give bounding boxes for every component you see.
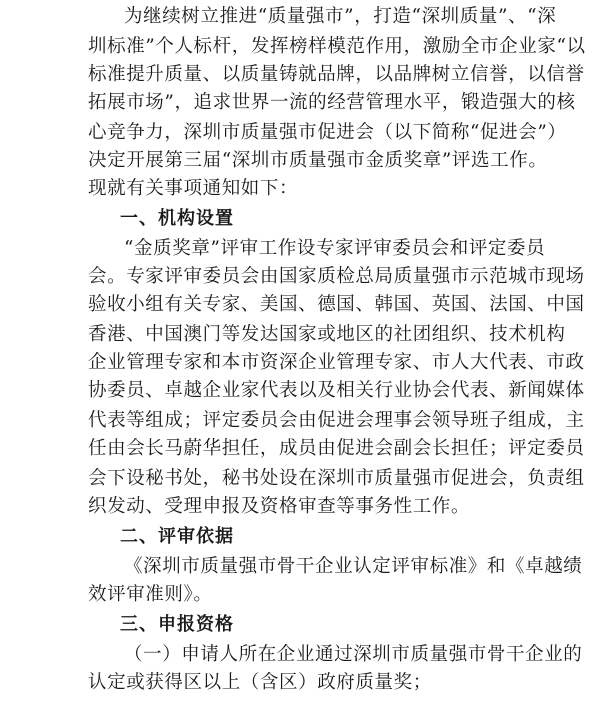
section1-line-6: 协委员、卓越企业家代表以及相关行业协会代表、新闻媒体 — [88, 380, 585, 401]
intro-line-1: 为继续树立推进“质量强市”，打造“深圳质量”、“深 — [124, 6, 557, 27]
section1-line-9: 会下设秘书处，秘书处设在深圳市质量强市促进会，负责组 — [88, 468, 585, 489]
section1-line-4: 香港、中国澳门等发达国家或地区的社团组织、技术机构 — [88, 324, 566, 345]
section-heading-organization: 一、机构设置 — [120, 208, 234, 229]
section3-line-1: （一）申请人所在企业通过深圳市质量强市骨干企业的 — [124, 644, 583, 665]
section2-line-2: 效评审准则》。 — [88, 584, 213, 605]
section1-line-1: “金质奖章”评审工作设专家评审委员会和评定委员 — [124, 238, 546, 259]
section-heading-eligibility: 三、申报资格 — [120, 614, 234, 635]
section1-line-5: 企业管理专家和本市资深企业管理专家、市人大代表、市政 — [88, 352, 585, 373]
intro-line-4: 拓展市场”，追求世界一流的经营管理水平，锻造强大的核 — [88, 92, 576, 113]
intro-line-3: 标准提升质量、以质量铸就品牌，以品牌树立信誉，以信誉 — [88, 64, 585, 85]
intro-line-7: 现就有关事项通知如下： — [88, 178, 299, 199]
section3-line-2: 认定或获得区以上（含区）政府质量奖； — [88, 672, 432, 693]
section1-line-3: 验收小组有关专家、美国、德国、韩国、英国、法国、中国 — [88, 294, 585, 315]
section2-line-1: 《深圳市质量强市骨干企业认定评审标准》和《卓越绩 — [124, 556, 583, 577]
section1-line-8: 任由会长马蔚华担任，成员由促进会副会长担任；评定委员 — [88, 438, 585, 459]
intro-line-5: 心竞争力，深圳市质量强市促进会（以下简称“促进会”） — [88, 122, 567, 143]
section-heading-basis: 二、评审依据 — [120, 526, 234, 547]
intro-line-2: 圳标准”个人标杆，发挥榜样模范作用，激励全市企业家“以 — [88, 36, 586, 57]
section1-line-7: 代表等组成；评定委员会由促进会理事会领导班子组成，主 — [88, 410, 585, 431]
section1-line-10: 织发动、受理申报及资格审查等事务性工作。 — [88, 496, 471, 517]
intro-line-6: 决定开展第三届“深圳市质量强市金质奖章”评选工作。 — [88, 150, 548, 171]
section1-line-2: 会。专家评审委员会由国家质检总局质量强市示范城市现场 — [88, 266, 585, 287]
